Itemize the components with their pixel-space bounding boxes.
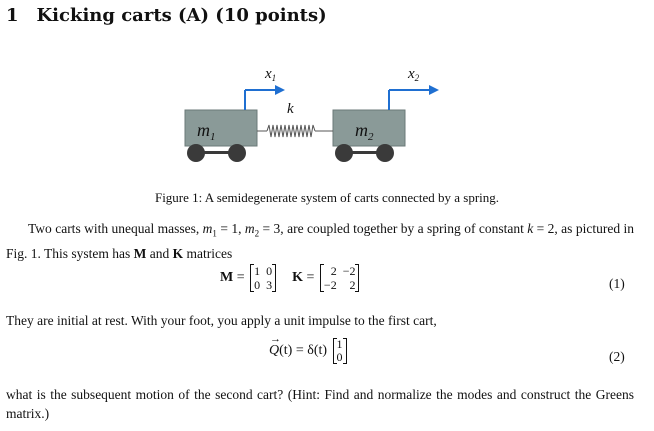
problem-paragraph-2: They are initial at rest. With your foot, you apply a unit impulse to the first cart,	[6, 313, 437, 328]
problem-paragraph-3: what is the subsequent motion of the second cart? (Hint: Find and normalize the modes and construct the Greens matrix.)	[6, 387, 634, 421]
spring	[257, 125, 333, 137]
m2-label: $m_2$	[355, 120, 374, 143]
equation-2: → Q(t) = δ(t) 1 0	[269, 338, 349, 364]
figure-caption: Figure 1: A semidegenerate system of carts connected by a spring.	[154, 190, 500, 205]
equation-2-number: (2)	[609, 349, 625, 364]
x1-label: $x_1$	[265, 66, 277, 83]
section-heading	[6, 5, 327, 26]
M-symbol: M	[220, 270, 234, 285]
K-symbol: K	[292, 270, 304, 285]
section-title: Kicking carts (A) (10 points)	[36, 5, 327, 26]
cart-2-wheel-right	[376, 144, 394, 162]
arrow-x2	[389, 90, 433, 110]
x2-label: $x_2$	[408, 66, 420, 83]
cart-1-wheel-left	[187, 144, 205, 162]
k-label: k	[287, 101, 294, 117]
M-matrix: 1 0 0 3	[250, 264, 276, 292]
cart-figure	[175, 60, 455, 170]
cart-2-wheel-left	[335, 144, 353, 162]
equation-1-number: (1)	[609, 276, 625, 291]
Q-vector-symbol: → Q	[269, 333, 281, 358]
equation-1: M = 1 0 0 3 K = 2 −2 −2 2	[220, 264, 361, 292]
section-number: 1	[6, 5, 19, 26]
m1-label: $m_1$	[197, 120, 216, 143]
cart-1-wheel-right	[228, 144, 246, 162]
arrow-x1	[245, 90, 279, 110]
K-matrix: 2 −2 −2 2	[320, 264, 360, 292]
impulse-vector: 1 0	[333, 338, 347, 364]
cart-1	[185, 110, 257, 146]
problem-paragraph-1: Two carts with unequal masses, $m_1 = 1$, $m_2 = 3$, are coupled together by a spring of constant k = 2, as pictured in Fig. 1. This system has M and K matrices	[6, 221, 634, 261]
